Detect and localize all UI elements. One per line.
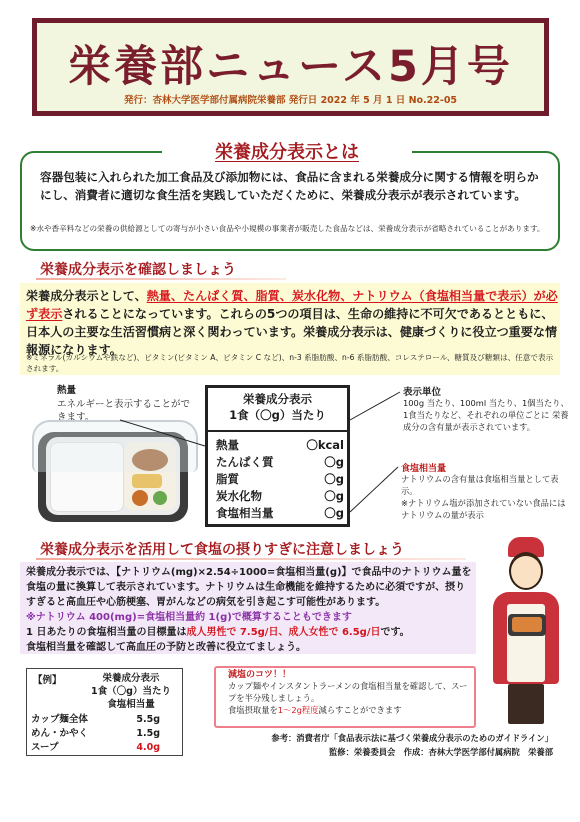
tips-heading: 減塩のコツ！！	[228, 670, 292, 680]
salt-desc-2: ※ナトリウム塩が添加されていない食品にはナトリウムの量が表示	[401, 498, 566, 520]
tips-line3-b: 減らすことができます	[318, 705, 402, 715]
label-row-name: 食塩相当量	[216, 506, 274, 520]
chef-bento-food	[512, 617, 542, 632]
example-row-name: めん・かやく	[31, 728, 89, 739]
tips-body	[228, 680, 473, 716]
page-title: 栄養部ニュース5月号	[68, 42, 513, 92]
example-row-value: 4.0g	[136, 742, 160, 753]
example-row-name: スープ	[31, 742, 59, 753]
section2-text	[26, 565, 474, 655]
section1-heading: 栄養成分表示を確認しましょう	[40, 262, 236, 278]
intro-body: 容器包装に入れられた加工食品及び添加物には、食品に含まれる栄養成分に関する情報を明らかにし、消費者に適切な食生活を実践していただくために、栄養成分表示が表示されています。	[40, 170, 539, 202]
calories-desc: エネルギーと表示することができます。	[57, 399, 191, 423]
section1-note: ※ミネラル(カルシウムや鉄など)、ビタミン(ビタミン A、ビタミン C など)、n-3 系脂肪酸、n-6 系脂肪酸、コレステロール、糖質及び糖類は、任意で表示されます。	[26, 353, 554, 373]
section2-p2-b: です。	[380, 627, 410, 638]
section2-p2	[26, 625, 474, 640]
section1-text-a: 栄養成分表示として、	[26, 289, 147, 303]
label-row-name: 炭水化物	[216, 489, 262, 503]
label-row-value: 〇g	[324, 472, 344, 486]
reference-line: 参考：消費者庁「食品表示法に基づく栄養成分表示のためのガイドライン」	[271, 733, 553, 743]
label-row-value: 〇g	[324, 506, 344, 520]
nutrition-label-title-1: 栄養成分表示	[243, 392, 312, 406]
chef-legs	[508, 684, 544, 724]
nutrition-label-title-2: 1食（〇g）当たり	[229, 408, 326, 422]
example-title-1: 栄養成分表示	[102, 673, 160, 684]
section2-target: 成人男性で 7.5g/日、成人女性で 6.5g/日	[186, 627, 381, 638]
label-row-name: たんぱく質	[216, 455, 274, 469]
unit-desc: 100g 当たり、100ml 当たり、1個当たり、1食当たりなど、それぞれの単位ごとに 栄養成分の含有量が表示されています。	[403, 398, 569, 432]
intro-note: ※水や香辛料などの栄養の供給源としての寄与が小さい食品や小規模の事業者が販売した食品などは、栄養成分表示が省略されていることがあります。	[30, 224, 545, 233]
example-row-value: 5.5g	[136, 714, 160, 725]
example-title-2: 1食（〇g）当たり	[91, 686, 171, 697]
section1-highlight: 熱量、たんぱく質、脂質、炭水化物、ナトリウム（食塩相当量で表示）が必ず表示	[26, 289, 558, 321]
supervision-line: 監修：栄養委員会 作成：杏林大学医学部付属病院 栄養部	[328, 747, 553, 757]
section2-underline	[36, 558, 466, 560]
section2-p2-a: 1 日あたりの食塩相当量の目標量は	[26, 627, 187, 638]
label-row-name: 熱量	[216, 438, 239, 452]
section2-p1: 栄養成分表示では、【ナトリウム(mg)×2.54÷1000=食塩相当量(g)】で食品中のナトリウム量を食塩の量に換算して表示されています。ナトリウムは生命機能を維持するために必須ですが、摂りすぎると高血圧や心筋梗塞、胃がんなどの病気を引き起こす可能性があります。	[26, 567, 472, 608]
issue-line: 発行：杏林大学医学部付属病院栄養部 発行日 2022 年 5 月 1 日 No.22-05	[123, 95, 458, 106]
tips-amount: 1～2g程度	[277, 705, 319, 715]
label-row-value: 〇g	[324, 455, 344, 469]
label-row-name: 脂質	[216, 472, 239, 486]
calories-heading: 熱量	[57, 385, 77, 396]
example-row-value: 1.5g	[136, 728, 160, 739]
example-title-3: 食塩相当量	[107, 699, 155, 710]
salt-desc-1: ナトリウムの含有量は食塩相当量として表示。	[401, 474, 559, 496]
chef-face	[509, 552, 543, 590]
tips-body-1: カップ麺やインスタントラーメンの食塩相当量を確認して、スープを半分残しましょう。	[228, 681, 468, 703]
intro-title: 栄養成分表示とは	[215, 142, 359, 163]
section2-heading: 栄養成分表示を活用して食塩の摂りすぎに注意しましょう	[40, 542, 404, 558]
example-title	[88, 672, 174, 711]
tips-line3-a: 食塩摂取量を	[228, 705, 278, 715]
unit-heading: 表示単位	[403, 387, 442, 398]
label-row-value: 〇g	[324, 489, 344, 503]
salt-desc	[401, 473, 573, 521]
section2-note: ※ナトリウム 400(mg)=食塩相当量約 1(g)で概算することもできます	[26, 612, 352, 623]
section2-p3: 食塩相当量を確認して高血圧の予防と改善に役立てましょう。	[26, 642, 306, 653]
salt-heading: 食塩相当量	[401, 464, 447, 474]
example-row-name: カップ麺全体	[31, 714, 88, 725]
tips-body-2	[228, 704, 473, 716]
example-tag: 【例】	[33, 675, 62, 686]
label-row-value: 〇kcal	[306, 438, 344, 452]
section1-text-b: されることになっています。これらの5つの項目は、生命の維持に不可欠であるとともに、日本人の主要な生活習慣病と深く関わっています。栄養成分表示は、健康づくりに役立つ重要な情報源になります。	[26, 307, 558, 357]
